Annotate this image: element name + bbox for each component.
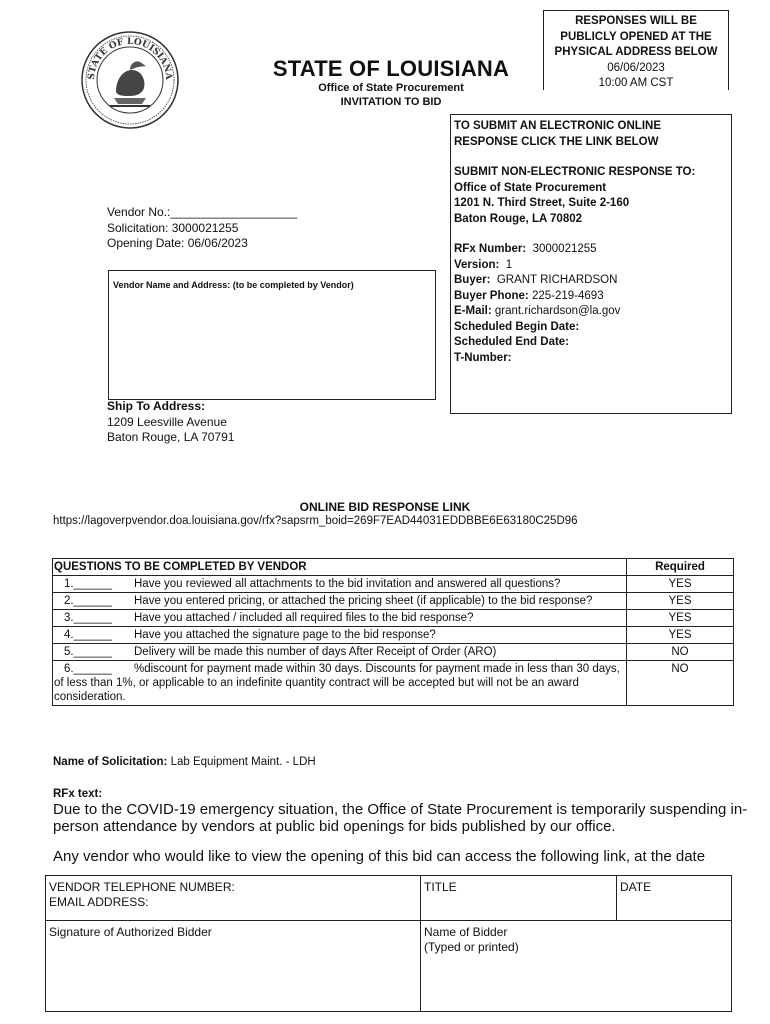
rfx-text-label: RFx text: bbox=[53, 788, 103, 800]
vendor-box-label: Vendor Name and Address: (to be completed by Vendor) bbox=[113, 280, 354, 290]
buyer-phone-row bbox=[454, 289, 728, 305]
submission-info-box bbox=[450, 114, 732, 414]
address-line-2: 1201 N. Third Street, Suite 2-160 bbox=[454, 197, 630, 209]
title-cell[interactable] bbox=[421, 876, 617, 921]
vendor-email-label: EMAIL ADDRESS: bbox=[49, 895, 149, 909]
email-label: E-Mail: bbox=[454, 305, 492, 317]
phone-email-cell[interactable] bbox=[46, 876, 421, 921]
questions-header: QUESTIONS TO BE COMPLETED BY VENDOR bbox=[53, 559, 627, 576]
begin-date-label: Scheduled Begin Date: bbox=[454, 320, 580, 333]
version-row bbox=[454, 258, 728, 274]
required-value: YES bbox=[627, 610, 734, 627]
question-number[interactable]: 3.______ bbox=[64, 612, 112, 624]
solicitation-name-value: Lab Equipment Maint. - LDH bbox=[170, 756, 316, 768]
question-text: Have you attached / included all required files to the bid response? bbox=[134, 612, 474, 624]
table-row bbox=[46, 921, 732, 1012]
responses-line-1: RESPONSES WILL BE bbox=[575, 15, 697, 27]
svg-text:STATE OF LOUISIANA: STATE OF LOUISIANA bbox=[86, 36, 174, 81]
ship-to-label: Ship To Address: bbox=[107, 399, 206, 413]
rfx-number-row bbox=[454, 242, 728, 258]
t-number-label: T-Number: bbox=[454, 351, 512, 364]
state-of-louisiana-seal-icon bbox=[80, 30, 180, 130]
title-label: TITLE bbox=[424, 880, 457, 894]
email-row bbox=[454, 304, 728, 320]
required-value: NO bbox=[627, 661, 734, 706]
bidder-name-cell[interactable] bbox=[421, 921, 732, 1012]
signature-label: Signature of Authorized Bidder bbox=[49, 925, 212, 939]
question-number[interactable]: 4.______ bbox=[64, 629, 112, 641]
table-row bbox=[53, 593, 734, 610]
responses-notice-box bbox=[543, 10, 729, 90]
question-text: Have you reviewed all attachments to the bid invitation and answered all questions? bbox=[134, 578, 561, 590]
date-cell[interactable] bbox=[617, 876, 732, 921]
opening-time: 10:00 AM CST bbox=[598, 77, 674, 89]
opening-date-text: Opening Date: 06/06/2023 bbox=[107, 236, 248, 250]
question-number[interactable]: 5.______ bbox=[64, 646, 112, 658]
table-row bbox=[53, 644, 734, 661]
address-line-1: Office of State Procurement bbox=[454, 181, 607, 194]
responses-line-3: PHYSICAL ADDRESS BELOW bbox=[554, 46, 718, 58]
required-value: YES bbox=[627, 576, 734, 593]
page-title: STATE OF LOUISIANA bbox=[272, 56, 510, 81]
table-row bbox=[53, 576, 734, 593]
solicitation-name-label: Name of Solicitation: bbox=[53, 756, 168, 768]
question-text: Delivery will be made this number of days After Receipt of Order (ARO) bbox=[134, 646, 497, 658]
address-line-3: Baton Rouge, LA 70802 bbox=[454, 212, 583, 225]
rfx-number-label: RFx Number: bbox=[454, 243, 527, 255]
rfx-number: 3000021255 bbox=[532, 243, 597, 255]
vendor-info bbox=[107, 205, 297, 252]
nonelectronic-heading: SUBMIT NON-ELECTRONIC RESPONSE TO: bbox=[454, 166, 696, 178]
solicitation-name bbox=[53, 756, 316, 768]
electronic-line-1: TO SUBMIT AN ELECTRONIC ONLINE bbox=[454, 120, 661, 132]
vendor-phone-label: VENDOR TELEPHONE NUMBER: bbox=[49, 880, 235, 894]
office-name: Office of State Procurement bbox=[318, 82, 464, 94]
ship-to-line-2: Baton Rouge, LA 70791 bbox=[107, 430, 235, 444]
required-value: YES bbox=[627, 627, 734, 644]
vendor-name-address-box[interactable] bbox=[108, 270, 436, 400]
table-header-row bbox=[53, 559, 734, 576]
ship-to-line-1: 1209 Leesville Avenue bbox=[107, 414, 227, 429]
question-text: %discount for payment made within 30 days. Discounts for payment made in less than 30 days, of less than 1%, or applicable to an indefinite quantity contract will be accepted but will not be an award consideration. bbox=[54, 663, 620, 703]
table-row bbox=[46, 876, 732, 921]
electronic-line-2: RESPONSE CLICK THE LINK BELOW bbox=[454, 135, 659, 148]
rfx-text-paragraph-2: Any vendor who would like to view the opening of this bid can access the following link, at the date bbox=[53, 848, 706, 865]
opening-date: 06/06/2023 bbox=[607, 61, 665, 74]
online-bid-link[interactable]: https://lagoverpvendor.doa.louisiana.gov/rfx?sapsrm_boid=269F7EAD44031EDDBBE6E63180C25D96 bbox=[53, 515, 578, 527]
required-header: Required bbox=[627, 559, 734, 576]
table-row bbox=[53, 627, 734, 644]
question-text: Have you attached the signature page to the bid response? bbox=[134, 629, 436, 641]
vendor-questions-table bbox=[52, 558, 734, 706]
question-number[interactable]: 2.______ bbox=[64, 595, 112, 607]
online-link-title: ONLINE BID RESPONSE LINK bbox=[299, 500, 471, 514]
responses-line-2: PUBLICLY OPENED AT THE bbox=[560, 30, 712, 43]
vendor-signature-table bbox=[45, 875, 732, 1012]
bidder-name-label: Name of Bidder bbox=[424, 925, 508, 939]
buyer-value: GRANT RICHARDSON bbox=[496, 274, 618, 286]
ship-to-address bbox=[107, 399, 234, 446]
document-type: INVITATION TO BID bbox=[340, 96, 442, 108]
end-date-label: Scheduled End Date: bbox=[454, 336, 570, 348]
version-value: 1 bbox=[505, 258, 513, 271]
question-number[interactable]: 6.______ bbox=[64, 663, 112, 675]
buyer-phone-label: Buyer Phone: bbox=[454, 289, 529, 302]
version-label: Version: bbox=[454, 258, 500, 271]
table-row bbox=[53, 661, 734, 706]
vendor-number-field[interactable]: Vendor No.:___________________ bbox=[107, 205, 298, 219]
question-number[interactable]: 1.______ bbox=[64, 578, 112, 590]
signature-cell[interactable] bbox=[46, 921, 421, 1012]
buyer-phone-value: 225-219-4693 bbox=[531, 289, 604, 302]
buyer-row bbox=[454, 273, 728, 289]
date-label: DATE bbox=[620, 880, 652, 894]
buyer-label: Buyer: bbox=[454, 274, 491, 286]
question-text: Have you entered pricing, or attached the pricing sheet (if applicable) to the bid response? bbox=[134, 595, 593, 607]
solicitation-number: Solicitation: 3000021255 bbox=[107, 220, 239, 235]
table-row bbox=[53, 610, 734, 627]
bidder-name-note: (Typed or printed) bbox=[424, 940, 519, 954]
required-value: NO bbox=[627, 644, 734, 661]
rfx-text-paragraph-1: Due to the COVID-19 emergency situation, the Office of State Procurement is temporarily suspending in-person attendance by vendors at public bid openings for bids published by our office. bbox=[53, 801, 748, 835]
required-value: YES bbox=[627, 593, 734, 610]
email-value[interactable]: grant.richardson@la.gov bbox=[494, 305, 621, 317]
